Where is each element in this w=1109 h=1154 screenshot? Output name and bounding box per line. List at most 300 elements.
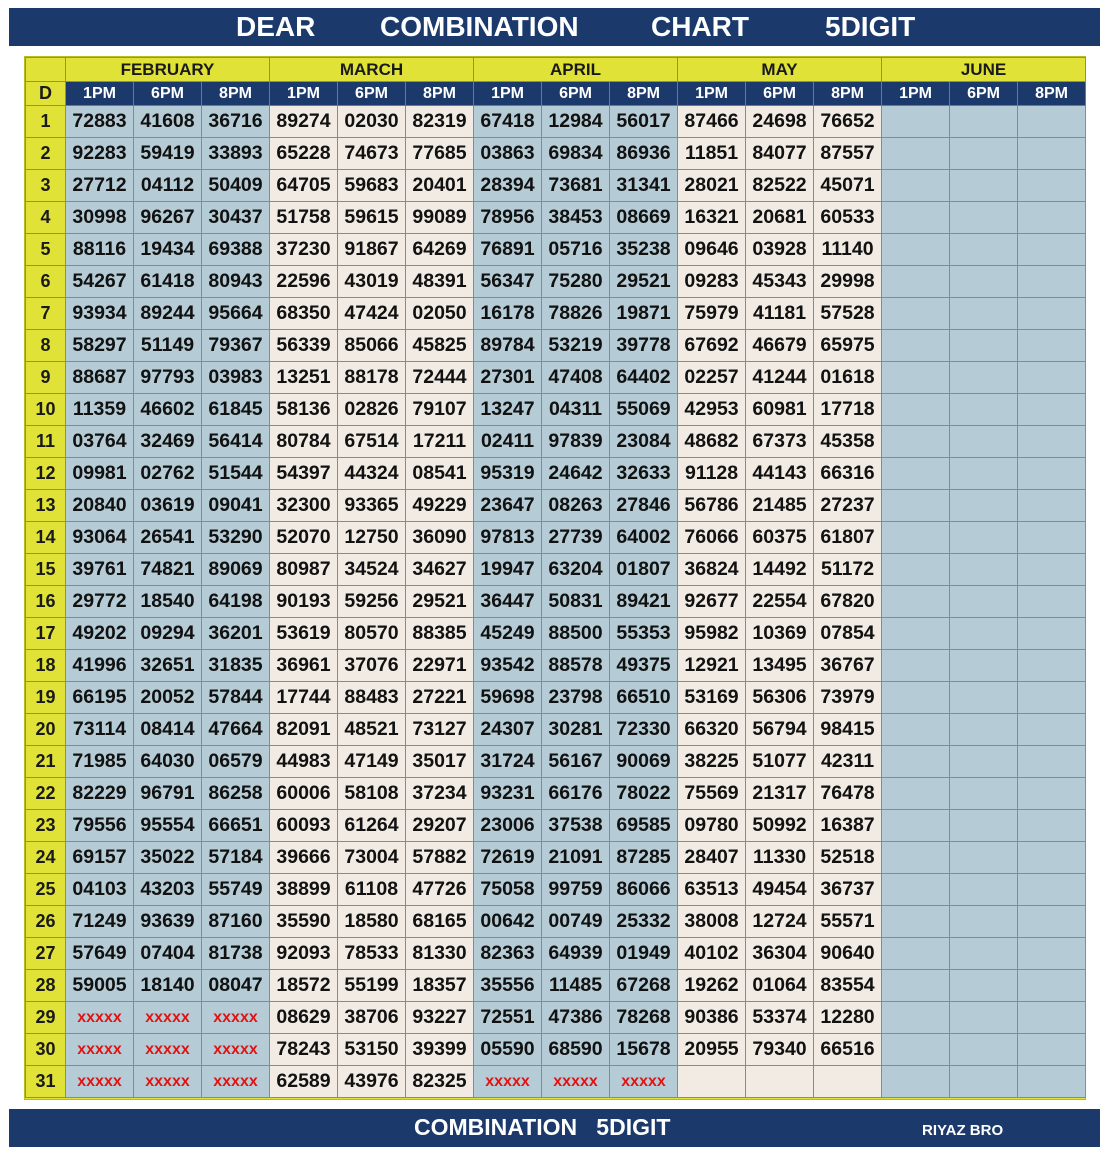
result-cell: 37234 <box>406 778 474 810</box>
table-row <box>26 394 1086 426</box>
result-cell <box>950 234 1018 266</box>
result-cell <box>882 810 950 842</box>
result-cell <box>882 938 950 970</box>
result-cell: 93365 <box>338 490 406 522</box>
result-cell: 20955 <box>678 1034 746 1066</box>
result-cell: 22596 <box>270 266 338 298</box>
result-cell: 30281 <box>542 714 610 746</box>
result-cell: 24307 <box>474 714 542 746</box>
results-body <box>26 106 1086 1098</box>
result-cell: 08414 <box>134 714 202 746</box>
day-number: 6 <box>26 266 66 298</box>
day-number: 16 <box>26 586 66 618</box>
result-cell: 66651 <box>202 810 270 842</box>
result-cell <box>882 138 950 170</box>
result-cell: 69157 <box>66 842 134 874</box>
result-cell: 47664 <box>202 714 270 746</box>
table-row <box>26 458 1086 490</box>
result-cell: 88178 <box>338 362 406 394</box>
result-cell: 61418 <box>134 266 202 298</box>
result-cell: 64269 <box>406 234 474 266</box>
result-cell: 59683 <box>338 170 406 202</box>
result-cell: 19262 <box>678 970 746 1002</box>
title-word-chart: CHART <box>651 11 749 42</box>
result-cell: 02826 <box>338 394 406 426</box>
result-cell: 41181 <box>746 298 814 330</box>
result-cell <box>950 138 1018 170</box>
result-cell: 20401 <box>406 170 474 202</box>
result-cell <box>950 362 1018 394</box>
result-cell: 27237 <box>814 490 882 522</box>
result-cell: 37230 <box>270 234 338 266</box>
result-cell <box>950 682 1018 714</box>
result-cell: 90640 <box>814 938 882 970</box>
result-cell: 67514 <box>338 426 406 458</box>
result-cell <box>882 842 950 874</box>
table-row <box>26 1002 1086 1034</box>
result-cell: 02411 <box>474 426 542 458</box>
result-cell: 19434 <box>134 234 202 266</box>
day-number: 10 <box>26 394 66 426</box>
result-cell <box>1018 522 1086 554</box>
result-cell: 45343 <box>746 266 814 298</box>
day-number: 30 <box>26 1034 66 1066</box>
result-cell: 89784 <box>474 330 542 362</box>
day-number: 7 <box>26 298 66 330</box>
day-number: 2 <box>26 138 66 170</box>
time-header: 6PM <box>338 82 406 106</box>
result-cell: 51172 <box>814 554 882 586</box>
time-header: 1PM <box>66 82 134 106</box>
result-cell: 27301 <box>474 362 542 394</box>
result-cell: 67820 <box>814 586 882 618</box>
result-cell: 38453 <box>542 202 610 234</box>
result-cell: 89069 <box>202 554 270 586</box>
result-cell: 17718 <box>814 394 882 426</box>
result-cell: 68165 <box>406 906 474 938</box>
table-row <box>26 554 1086 586</box>
result-cell <box>882 778 950 810</box>
result-cell: 09283 <box>678 266 746 298</box>
result-cell <box>678 1066 746 1098</box>
result-cell <box>882 522 950 554</box>
day-number: 25 <box>26 874 66 906</box>
result-cell: 30437 <box>202 202 270 234</box>
result-cell: 78022 <box>610 778 678 810</box>
result-cell: 56017 <box>610 106 678 138</box>
result-cell: 09646 <box>678 234 746 266</box>
result-cell: 58108 <box>338 778 406 810</box>
result-cell: 01064 <box>746 970 814 1002</box>
result-cell <box>1018 746 1086 778</box>
time-header: 6PM <box>746 82 814 106</box>
result-cell: 51149 <box>134 330 202 362</box>
result-cell: 96791 <box>134 778 202 810</box>
result-cell: 65228 <box>270 138 338 170</box>
result-cell <box>950 394 1018 426</box>
result-cell: 67418 <box>474 106 542 138</box>
result-cell: 41608 <box>134 106 202 138</box>
result-cell <box>950 458 1018 490</box>
result-cell: 69388 <box>202 234 270 266</box>
result-cell: 18140 <box>134 970 202 1002</box>
result-cell <box>1018 1002 1086 1034</box>
result-cell: 31341 <box>610 170 678 202</box>
result-cell: 88483 <box>338 682 406 714</box>
result-cell: 34627 <box>406 554 474 586</box>
result-cell <box>950 714 1018 746</box>
table-row <box>26 810 1086 842</box>
result-cell: 79556 <box>66 810 134 842</box>
result-cell <box>950 970 1018 1002</box>
day-number: 23 <box>26 810 66 842</box>
time-header: 8PM <box>202 82 270 106</box>
result-cell <box>1018 554 1086 586</box>
table-row <box>26 490 1086 522</box>
result-cell: 35590 <box>270 906 338 938</box>
result-cell: xxxxx <box>134 1066 202 1098</box>
result-cell <box>882 714 950 746</box>
result-cell: xxxxx <box>134 1002 202 1034</box>
result-cell: 29772 <box>66 586 134 618</box>
result-cell: 66516 <box>814 1034 882 1066</box>
result-cell: 53219 <box>542 330 610 362</box>
result-cell: 43976 <box>338 1066 406 1098</box>
result-cell <box>1018 682 1086 714</box>
result-cell: 24642 <box>542 458 610 490</box>
result-cell: 18357 <box>406 970 474 1002</box>
result-cell: 12750 <box>338 522 406 554</box>
day-number: 15 <box>26 554 66 586</box>
result-cell: 46679 <box>746 330 814 362</box>
result-cell <box>1018 106 1086 138</box>
result-cell: 80784 <box>270 426 338 458</box>
result-cell: 83554 <box>814 970 882 1002</box>
result-cell: 80987 <box>270 554 338 586</box>
result-cell: 47149 <box>338 746 406 778</box>
result-cell: 47726 <box>406 874 474 906</box>
result-cell <box>1018 618 1086 650</box>
result-cell: 47386 <box>542 1002 610 1034</box>
time-header: 1PM <box>270 82 338 106</box>
result-cell: 18572 <box>270 970 338 1002</box>
result-cell <box>950 842 1018 874</box>
result-cell: 05590 <box>474 1034 542 1066</box>
result-cell: 78268 <box>610 1002 678 1034</box>
result-cell: 61807 <box>814 522 882 554</box>
table-row <box>26 138 1086 170</box>
result-cell: 78243 <box>270 1034 338 1066</box>
result-cell: 35238 <box>610 234 678 266</box>
result-cell: 52518 <box>814 842 882 874</box>
result-cell: 63513 <box>678 874 746 906</box>
result-cell: 32300 <box>270 490 338 522</box>
result-cell: 04112 <box>134 170 202 202</box>
result-cell <box>1018 874 1086 906</box>
result-cell: 82091 <box>270 714 338 746</box>
result-cell: 72551 <box>474 1002 542 1034</box>
result-cell: 88578 <box>542 650 610 682</box>
result-cell: 97793 <box>134 362 202 394</box>
result-cell: 36737 <box>814 874 882 906</box>
result-cell: 08541 <box>406 458 474 490</box>
result-cell: 53290 <box>202 522 270 554</box>
result-cell: 39666 <box>270 842 338 874</box>
day-number: 20 <box>26 714 66 746</box>
result-cell <box>882 330 950 362</box>
table-row <box>26 586 1086 618</box>
result-cell: 49375 <box>610 650 678 682</box>
result-cell <box>1018 778 1086 810</box>
result-cell: 87466 <box>678 106 746 138</box>
result-cell <box>950 586 1018 618</box>
day-number: 22 <box>26 778 66 810</box>
day-number: 26 <box>26 906 66 938</box>
result-cell <box>950 298 1018 330</box>
table-row <box>26 1034 1086 1066</box>
result-cell: 60533 <box>814 202 882 234</box>
day-number: 3 <box>26 170 66 202</box>
table-row <box>26 234 1086 266</box>
result-cell: 13495 <box>746 650 814 682</box>
result-cell: 03983 <box>202 362 270 394</box>
result-cell: 14492 <box>746 554 814 586</box>
result-cell: 73979 <box>814 682 882 714</box>
result-cell: 61264 <box>338 810 406 842</box>
result-cell <box>1018 234 1086 266</box>
result-cell: 17211 <box>406 426 474 458</box>
result-cell: 05716 <box>542 234 610 266</box>
result-cell: 36201 <box>202 618 270 650</box>
result-cell: 66510 <box>610 682 678 714</box>
result-cell: 57649 <box>66 938 134 970</box>
result-cell: 08263 <box>542 490 610 522</box>
result-cell: 68350 <box>270 298 338 330</box>
result-cell: 62589 <box>270 1066 338 1098</box>
result-cell: 79107 <box>406 394 474 426</box>
result-cell: 72330 <box>610 714 678 746</box>
result-cell <box>882 1002 950 1034</box>
day-number: 24 <box>26 842 66 874</box>
result-cell: 27712 <box>66 170 134 202</box>
result-cell: 21317 <box>746 778 814 810</box>
month-header: JUNE <box>882 58 1086 82</box>
result-cell: 53374 <box>746 1002 814 1034</box>
day-number: 28 <box>26 970 66 1002</box>
result-cell: 36961 <box>270 650 338 682</box>
result-cell: 00642 <box>474 906 542 938</box>
result-cell: 35022 <box>134 842 202 874</box>
result-cell: 95554 <box>134 810 202 842</box>
result-cell: 53150 <box>338 1034 406 1066</box>
result-cell: 86066 <box>610 874 678 906</box>
result-cell: 23647 <box>474 490 542 522</box>
result-cell: 65975 <box>814 330 882 362</box>
result-cell: 76891 <box>474 234 542 266</box>
result-cell: 69834 <box>542 138 610 170</box>
result-cell: 90386 <box>678 1002 746 1034</box>
result-cell: xxxxx <box>66 1034 134 1066</box>
time-header: 1PM <box>882 82 950 106</box>
result-cell <box>950 330 1018 362</box>
result-cell <box>1018 138 1086 170</box>
result-cell: 12280 <box>814 1002 882 1034</box>
result-cell: 39778 <box>610 330 678 362</box>
result-cell <box>882 1034 950 1066</box>
result-cell: 27846 <box>610 490 678 522</box>
result-cell: 61108 <box>338 874 406 906</box>
result-cell: 08669 <box>610 202 678 234</box>
result-cell: 36716 <box>202 106 270 138</box>
result-cell <box>882 618 950 650</box>
result-cell: 07404 <box>134 938 202 970</box>
result-cell: 48682 <box>678 426 746 458</box>
result-cell: 59256 <box>338 586 406 618</box>
result-cell: 32469 <box>134 426 202 458</box>
result-cell: 60006 <box>270 778 338 810</box>
month-header-spacer <box>26 58 66 82</box>
day-number: 8 <box>26 330 66 362</box>
result-cell: 29207 <box>406 810 474 842</box>
result-cell <box>882 490 950 522</box>
result-cell: 60093 <box>270 810 338 842</box>
result-cell: 45249 <box>474 618 542 650</box>
result-cell <box>882 906 950 938</box>
table-row <box>26 842 1086 874</box>
result-cell: 50831 <box>542 586 610 618</box>
result-cell: 41244 <box>746 362 814 394</box>
result-cell <box>882 650 950 682</box>
day-number: 4 <box>26 202 66 234</box>
result-cell: 82522 <box>746 170 814 202</box>
result-cell: 92677 <box>678 586 746 618</box>
result-cell: 64002 <box>610 522 678 554</box>
result-cell: 61845 <box>202 394 270 426</box>
result-cell <box>1018 810 1086 842</box>
result-cell: 59419 <box>134 138 202 170</box>
day-number: 19 <box>26 682 66 714</box>
result-cell: 03863 <box>474 138 542 170</box>
result-cell <box>950 618 1018 650</box>
day-number: 11 <box>26 426 66 458</box>
result-cell: 17744 <box>270 682 338 714</box>
time-header: 6PM <box>134 82 202 106</box>
result-cell <box>882 394 950 426</box>
result-cell: 91867 <box>338 234 406 266</box>
result-cell: 93231 <box>474 778 542 810</box>
result-cell: 93639 <box>134 906 202 938</box>
result-cell: 95664 <box>202 298 270 330</box>
result-cell: 48391 <box>406 266 474 298</box>
result-cell: 57528 <box>814 298 882 330</box>
result-cell: 71249 <box>66 906 134 938</box>
result-cell: 78533 <box>338 938 406 970</box>
result-cell: 38899 <box>270 874 338 906</box>
result-cell: 72444 <box>406 362 474 394</box>
result-cell: 49202 <box>66 618 134 650</box>
result-cell: 54267 <box>66 266 134 298</box>
table-row <box>26 874 1086 906</box>
result-cell: 09294 <box>134 618 202 650</box>
result-cell: 67692 <box>678 330 746 362</box>
result-cell: 19871 <box>610 298 678 330</box>
result-cell: 44143 <box>746 458 814 490</box>
result-cell: 32651 <box>134 650 202 682</box>
result-cell: 89244 <box>134 298 202 330</box>
table-row <box>26 618 1086 650</box>
result-cell <box>882 682 950 714</box>
result-cell: xxxxx <box>66 1002 134 1034</box>
day-column-header: D <box>26 82 66 106</box>
result-cell: 03619 <box>134 490 202 522</box>
result-cell: 08629 <box>270 1002 338 1034</box>
result-cell: 07854 <box>814 618 882 650</box>
result-cell <box>814 1066 882 1098</box>
day-number: 13 <box>26 490 66 522</box>
result-cell: 55571 <box>814 906 882 938</box>
result-cell: 96267 <box>134 202 202 234</box>
result-cell: 88500 <box>542 618 610 650</box>
result-cell: 75569 <box>678 778 746 810</box>
result-cell: xxxxx <box>202 1002 270 1034</box>
result-cell: 03764 <box>66 426 134 458</box>
result-cell: 86258 <box>202 778 270 810</box>
table-row <box>26 426 1086 458</box>
result-cell: 60981 <box>746 394 814 426</box>
result-cell: 27221 <box>406 682 474 714</box>
result-cell <box>882 970 950 1002</box>
result-cell: 11140 <box>814 234 882 266</box>
result-cell: 09780 <box>678 810 746 842</box>
result-cell: 93227 <box>406 1002 474 1034</box>
result-cell: 39399 <box>406 1034 474 1066</box>
result-cell: 23006 <box>474 810 542 842</box>
result-cell: 66176 <box>542 778 610 810</box>
result-cell: 31835 <box>202 650 270 682</box>
result-cell: 82319 <box>406 106 474 138</box>
result-cell: 86936 <box>610 138 678 170</box>
result-cell: 30998 <box>66 202 134 234</box>
result-cell: 76652 <box>814 106 882 138</box>
result-cell: xxxxx <box>542 1066 610 1098</box>
day-number: 18 <box>26 650 66 682</box>
result-cell: 34524 <box>338 554 406 586</box>
result-cell <box>1018 970 1086 1002</box>
result-cell <box>1018 842 1086 874</box>
result-cell <box>882 1066 950 1098</box>
time-header: 1PM <box>474 82 542 106</box>
result-cell: 92093 <box>270 938 338 970</box>
result-cell: 33893 <box>202 138 270 170</box>
result-cell: 82363 <box>474 938 542 970</box>
result-cell: 11330 <box>746 842 814 874</box>
result-cell <box>950 106 1018 138</box>
result-cell <box>1018 202 1086 234</box>
result-cell <box>950 426 1018 458</box>
result-cell: 53169 <box>678 682 746 714</box>
result-cell: 90069 <box>610 746 678 778</box>
result-cell: 55749 <box>202 874 270 906</box>
result-cell: 23798 <box>542 682 610 714</box>
table-row <box>26 106 1086 138</box>
result-cell: 66320 <box>678 714 746 746</box>
result-cell: 60375 <box>746 522 814 554</box>
result-cell: 56786 <box>678 490 746 522</box>
table-row <box>26 682 1086 714</box>
result-cell: 02762 <box>134 458 202 490</box>
result-cell: 54397 <box>270 458 338 490</box>
result-cell: 73004 <box>338 842 406 874</box>
